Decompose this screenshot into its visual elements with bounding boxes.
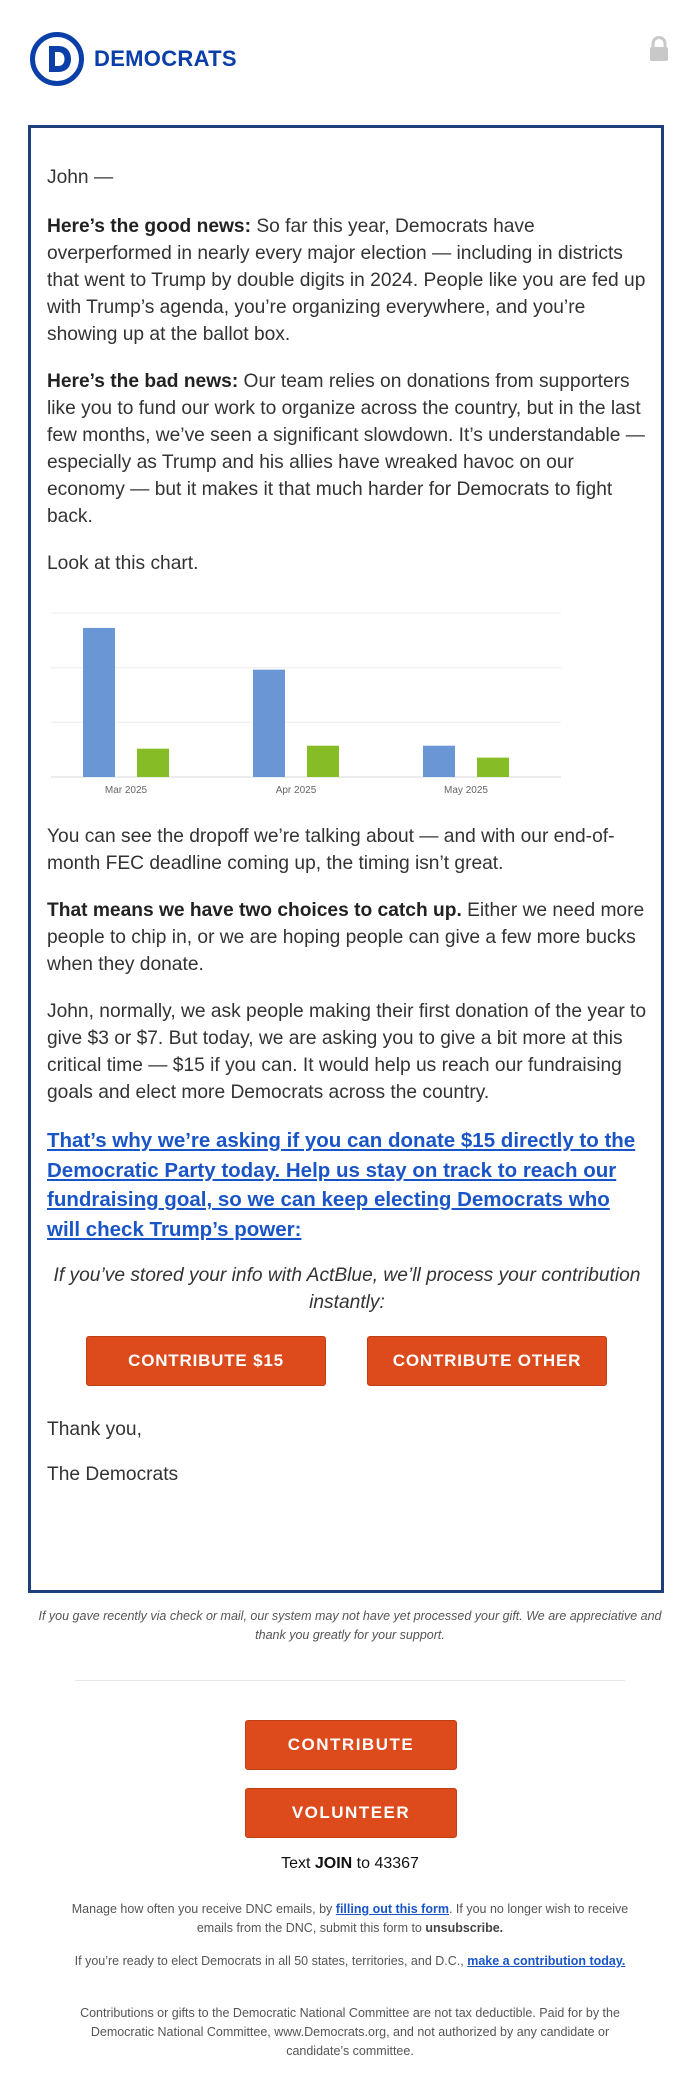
chart-bar [253, 670, 285, 777]
donate-15-link[interactable]: That’s why we’re asking if you can donate $15 directly to the Democratic Party today. Help us stay on track to reach our fundraising goal, so we can keep electing Democrats who will check Trump’s power: [47, 1129, 636, 1241]
bad-news-paragraph [47, 368, 647, 530]
contribute-button-row [47, 1336, 647, 1386]
good-news-lead: Here’s the good news: [47, 216, 251, 237]
manage-emails-text [70, 1900, 630, 1938]
ready-prefix: If you’re ready to elect Democrats in all 50 states, territories, and D.C., [74, 1954, 468, 1968]
good-news-text: So far this year, Democrats have overperformed in nearly every major election — including in districts that went to Trump by double digits in 2024. People like you are fed up with Trump’s agenda, you’re organizing everywhere, and you’re showing up at the ballot box. [47, 216, 646, 345]
text-join-number: to 43367 [352, 1855, 419, 1872]
contribute-15-button[interactable]: CONTRIBUTE $15 [86, 1336, 326, 1386]
chart-bar [477, 758, 509, 777]
chart-bar [423, 746, 455, 777]
footer-divider [75, 1680, 625, 1681]
chart-intro: Look at this chart. [47, 553, 199, 574]
email-content [47, 164, 647, 1506]
lock-icon [648, 36, 670, 62]
chart-bar [83, 628, 115, 777]
two-choices-paragraph [47, 897, 647, 978]
processing-note: If you gave recently via check or mail, our system may not have yet processed your gift. We are appreciative and thank you greatly for your support. [38, 1609, 662, 1642]
manage-prefix: Manage how often you receive DNC emails, by [71, 1902, 336, 1916]
email-body-card [28, 125, 664, 1593]
manage-form-link[interactable]: filling out this form [335, 1902, 449, 1916]
email-header [30, 30, 670, 90]
good-news-paragraph [47, 213, 647, 348]
chart-bar [137, 749, 169, 777]
footer-volunteer-button[interactable]: VOLUNTEER [245, 1788, 457, 1838]
donations-chart [41, 597, 571, 805]
dropoff-paragraph: You can see the dropoff we’re talking about — and with our end-of-month FEC deadline coming up, the timing isn’t great. [47, 826, 615, 874]
bad-news-text: Our team relies on donations from supporters like you to fund our work to organize across the country, but in the last few months, we’ve seen a significant slowdown. It’s understandable — especially as Trump and his allies have wreaked havoc on our economy — but it makes it that much harder for Democrats to fight back. [47, 371, 645, 527]
bad-news-lead: Here’s the bad news: [47, 371, 239, 392]
text-join-prefix: Text [281, 1855, 315, 1872]
make-contribution-link[interactable]: make a contribution today. [467, 1954, 626, 1968]
chart-category-label: Apr 2025 [275, 785, 317, 796]
contribute-other-button[interactable]: CONTRIBUTE OTHER [367, 1336, 607, 1386]
ask-paragraph: John, normally, we ask people making their first donation of the year to give $3 or $7. But today, we are asking you to give a bit more at this critical time — $15 if you can. It would help us reach our fundraising goals and elect more Democrats across the country. [47, 1001, 647, 1103]
actblue-note: If you’ve stored your info with ActBlue, we’ll process your contribution instantly: [53, 1265, 641, 1313]
ready-to-elect-text [70, 1952, 630, 1971]
logo-wordmark: DEMOCRATS [94, 46, 237, 71]
footer-contribute-button[interactable]: CONTRIBUTE [245, 1720, 457, 1770]
donations-bar-chart [41, 597, 571, 805]
unsubscribe-text: unsubscribe. [425, 1921, 504, 1935]
text-join-line [0, 1855, 700, 1873]
dnc-d-logo-icon [30, 32, 84, 86]
thanks-line: Thank you, [47, 1419, 142, 1440]
legal-disclaimer: Contributions or gifts to the Democratic National Committee are not tax deductible. Paid for by the Democratic National Committee, www.Democrats.org, and not authorized by any candidate or candidate’s committee. [80, 2006, 620, 2058]
greeting: John — [47, 167, 114, 188]
chart-bar [307, 746, 339, 777]
two-choices-lead: That means we have two choices to catch up. [47, 900, 462, 921]
two-choices-text: Either we need more people to chip in, or we are hoping people can give a few more bucks when they donate. [47, 900, 645, 975]
chart-category-label: May 2025 [444, 785, 488, 796]
signoff [47, 1416, 647, 1488]
chart-category-label: Mar 2025 [104, 785, 148, 796]
dnc-logo[interactable] [30, 30, 237, 88]
manage-middle: . If you no longer wish to receive emails from the DNC, submit this form to [196, 1902, 629, 1935]
text-join-keyword: JOIN [314, 1855, 353, 1872]
signature: The Democrats [47, 1464, 179, 1485]
